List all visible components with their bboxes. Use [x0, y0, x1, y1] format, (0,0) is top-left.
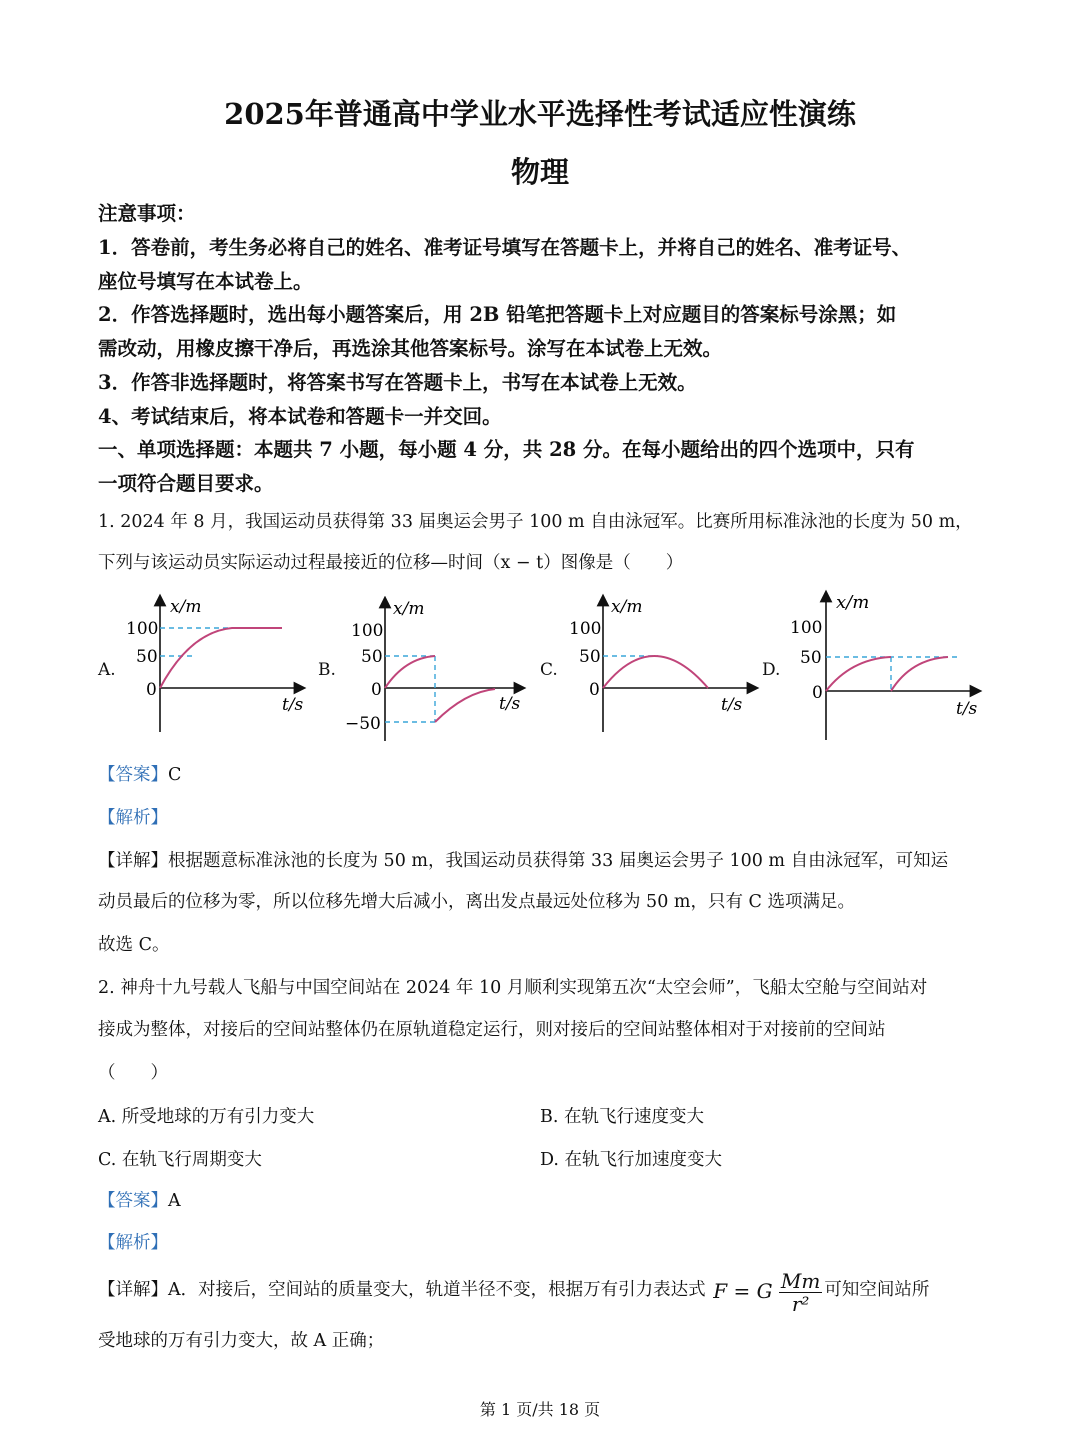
graph-a-ylabel: x/m [170, 597, 202, 617]
q1-conclusion: 故选 C。 [98, 935, 170, 955]
q2-option-b: B. 在轨飞行速度变大 [540, 1107, 704, 1127]
graph-d-curve-2 [891, 657, 948, 691]
notice-line-5: 3．作答非选择题时，将答案书写在答题卡上，书写在本试卷上无效。 [98, 371, 697, 394]
graph-b [335, 596, 535, 746]
graph-b-tick-0: 0 [371, 680, 382, 700]
graph-a-tick-50: 50 [136, 647, 158, 667]
graph-d-letter: D. [762, 660, 781, 680]
graph-c-xlabel: t/s [721, 695, 743, 715]
graph-d-tick-100: 100 [790, 618, 823, 638]
q1-detail-line-2: 动员最后的位移为零，所以位移先增大后减小，离出发点最远处位移为 50 m，只有 C 选项满足。 [98, 892, 856, 912]
gravitation-formula [713, 1267, 822, 1315]
graph-b-xlabel: t/s [499, 694, 521, 714]
q1-stem-line-1: 1. 2024 年 8 月，我国运动员获得第 33 届奥运会男子 100 m 自由泳冠军。比赛所用标准泳池的长度为 50 m， [98, 512, 973, 532]
graph-a-tick-0: 0 [146, 680, 157, 700]
graph-d-tick-50: 50 [800, 648, 822, 668]
notice-line-4: 需改动，用橡皮擦干净后，再选涂其他答案标号。涂写在本试卷上无效。 [98, 337, 723, 360]
q2-option-c: C. 在轨飞行周期变大 [98, 1150, 262, 1170]
graph-b-letter: B. [318, 660, 336, 680]
graph-b-tick-neg50: −50 [345, 714, 381, 734]
graph-a [110, 592, 310, 742]
q1-detail-line-1 [98, 848, 986, 874]
section-line-1: 一、单项选择题：本题共 7 小题，每小题 4 分，共 28 分。在每小题给出的四个选项中，只有 [98, 438, 915, 461]
graph-b-tick-100: 100 [351, 621, 384, 641]
q1-answer-tag: 【答案】 [98, 765, 168, 785]
graph-a-xlabel: t/s [282, 695, 304, 715]
q2-answer-value: A [168, 1191, 181, 1211]
graph-d [776, 588, 986, 743]
formula-numerator: Mm [780, 1268, 821, 1293]
q2-detail-line-2: 受地球的万有引力变大，故 A 正确； [98, 1331, 385, 1351]
q2-option-d: D. 在轨飞行加速度变大 [540, 1150, 723, 1170]
q2-stem-line-2: 接成为整体，对接后的空间站整体仍在原轨道稳定运行，则对接后的空间站整体相对于对接前的空间站 [98, 1020, 886, 1040]
notice-line-1: 1．答卷前，考生务必将自己的姓名、准考证号填写在答题卡上，并将自己的姓名、准考证号、 [98, 236, 912, 259]
notice-line-3: 2．作答选择题时，选出每小题答案后，用 2B 铅笔把答题卡上对应题目的答案标号涂黑；如 [98, 303, 897, 326]
graph-d-tick-0: 0 [812, 683, 823, 703]
q2-detail-post: 可知空间站所 [824, 1280, 930, 1300]
q1-stem-line-2: 下列与该运动员实际运动过程最接近的位移—时间（x − t）图像是（ ） [98, 553, 684, 573]
formula-lhs: F = G [713, 1278, 773, 1303]
graph-d-xlabel: t/s [956, 699, 978, 719]
graph-c-ylabel: x/m [611, 597, 643, 617]
q2-analysis-tag: 【解析】 [98, 1233, 168, 1253]
subject-title: 物理 [510, 155, 569, 189]
graph-c-tick-50: 50 [579, 647, 601, 667]
graph-c-tick-0: 0 [589, 680, 600, 700]
formula-fraction [779, 1270, 822, 1315]
page-footer: 第 1 页/共 18 页 [479, 1400, 601, 1419]
q1-answer [98, 762, 986, 788]
q2-stem-line-1: 2. 神舟十九号载人飞船与中国空间站在 2024 年 10 月顺利实现第五次“太空会师”，飞船太空舱与空间站对 [98, 978, 928, 998]
graph-b-curve-2 [435, 689, 495, 722]
notice-line-6: 4、考试结束后，将本试卷和答题卡一并交回。 [98, 405, 502, 428]
q1-analysis-tag: 【解析】 [98, 808, 168, 828]
page-title: 2025年普通高中学业水平选择性考试适应性演练 [224, 97, 856, 131]
graph-d-ylabel: x/m [836, 592, 870, 613]
q2-option-a: A. 所受地球的万有引力变大 [98, 1107, 315, 1127]
q2-stem-line-3: （ ） [98, 1063, 168, 1083]
q1-answer-value: C [168, 765, 182, 785]
graph-a-curve [160, 628, 282, 688]
graph-b-ylabel: x/m [393, 599, 425, 619]
notice-heading: 注意事项： [98, 202, 196, 225]
q2-answer-tag: 【答案】 [98, 1191, 168, 1211]
notice-line-2: 座位号填写在本试卷上。 [98, 270, 313, 293]
graph-b-tick-50: 50 [361, 647, 383, 667]
q1-detail-text-1: 根据题意标准泳池的长度为 50 m，我国运动员获得第 33 届奥运会男子 100 m 自由泳冠军，可知运 [168, 851, 949, 871]
q1-detail-tag: 【详解】 [98, 851, 168, 871]
graph-a-tick-100: 100 [126, 619, 159, 639]
graph-c-letter: C. [540, 660, 558, 680]
q2-detail-line-1 [98, 1266, 986, 1318]
q2-answer [98, 1188, 986, 1214]
graph-c [553, 592, 763, 742]
graph-c-curve [603, 656, 708, 688]
graph-a-letter: A. [98, 660, 116, 680]
graph-b-curve-1 [385, 656, 435, 688]
q2-detail-pre: A．对接后，空间站的质量变大，轨道半径不变，根据万有引力表达式 [168, 1280, 706, 1300]
q2-detail-tag: 【详解】 [98, 1280, 168, 1300]
formula-denominator: r² [791, 1291, 810, 1316]
graph-c-tick-100: 100 [569, 619, 602, 639]
graph-d-curve-1 [826, 657, 891, 691]
section-line-2: 一项符合题目要求。 [98, 472, 274, 495]
